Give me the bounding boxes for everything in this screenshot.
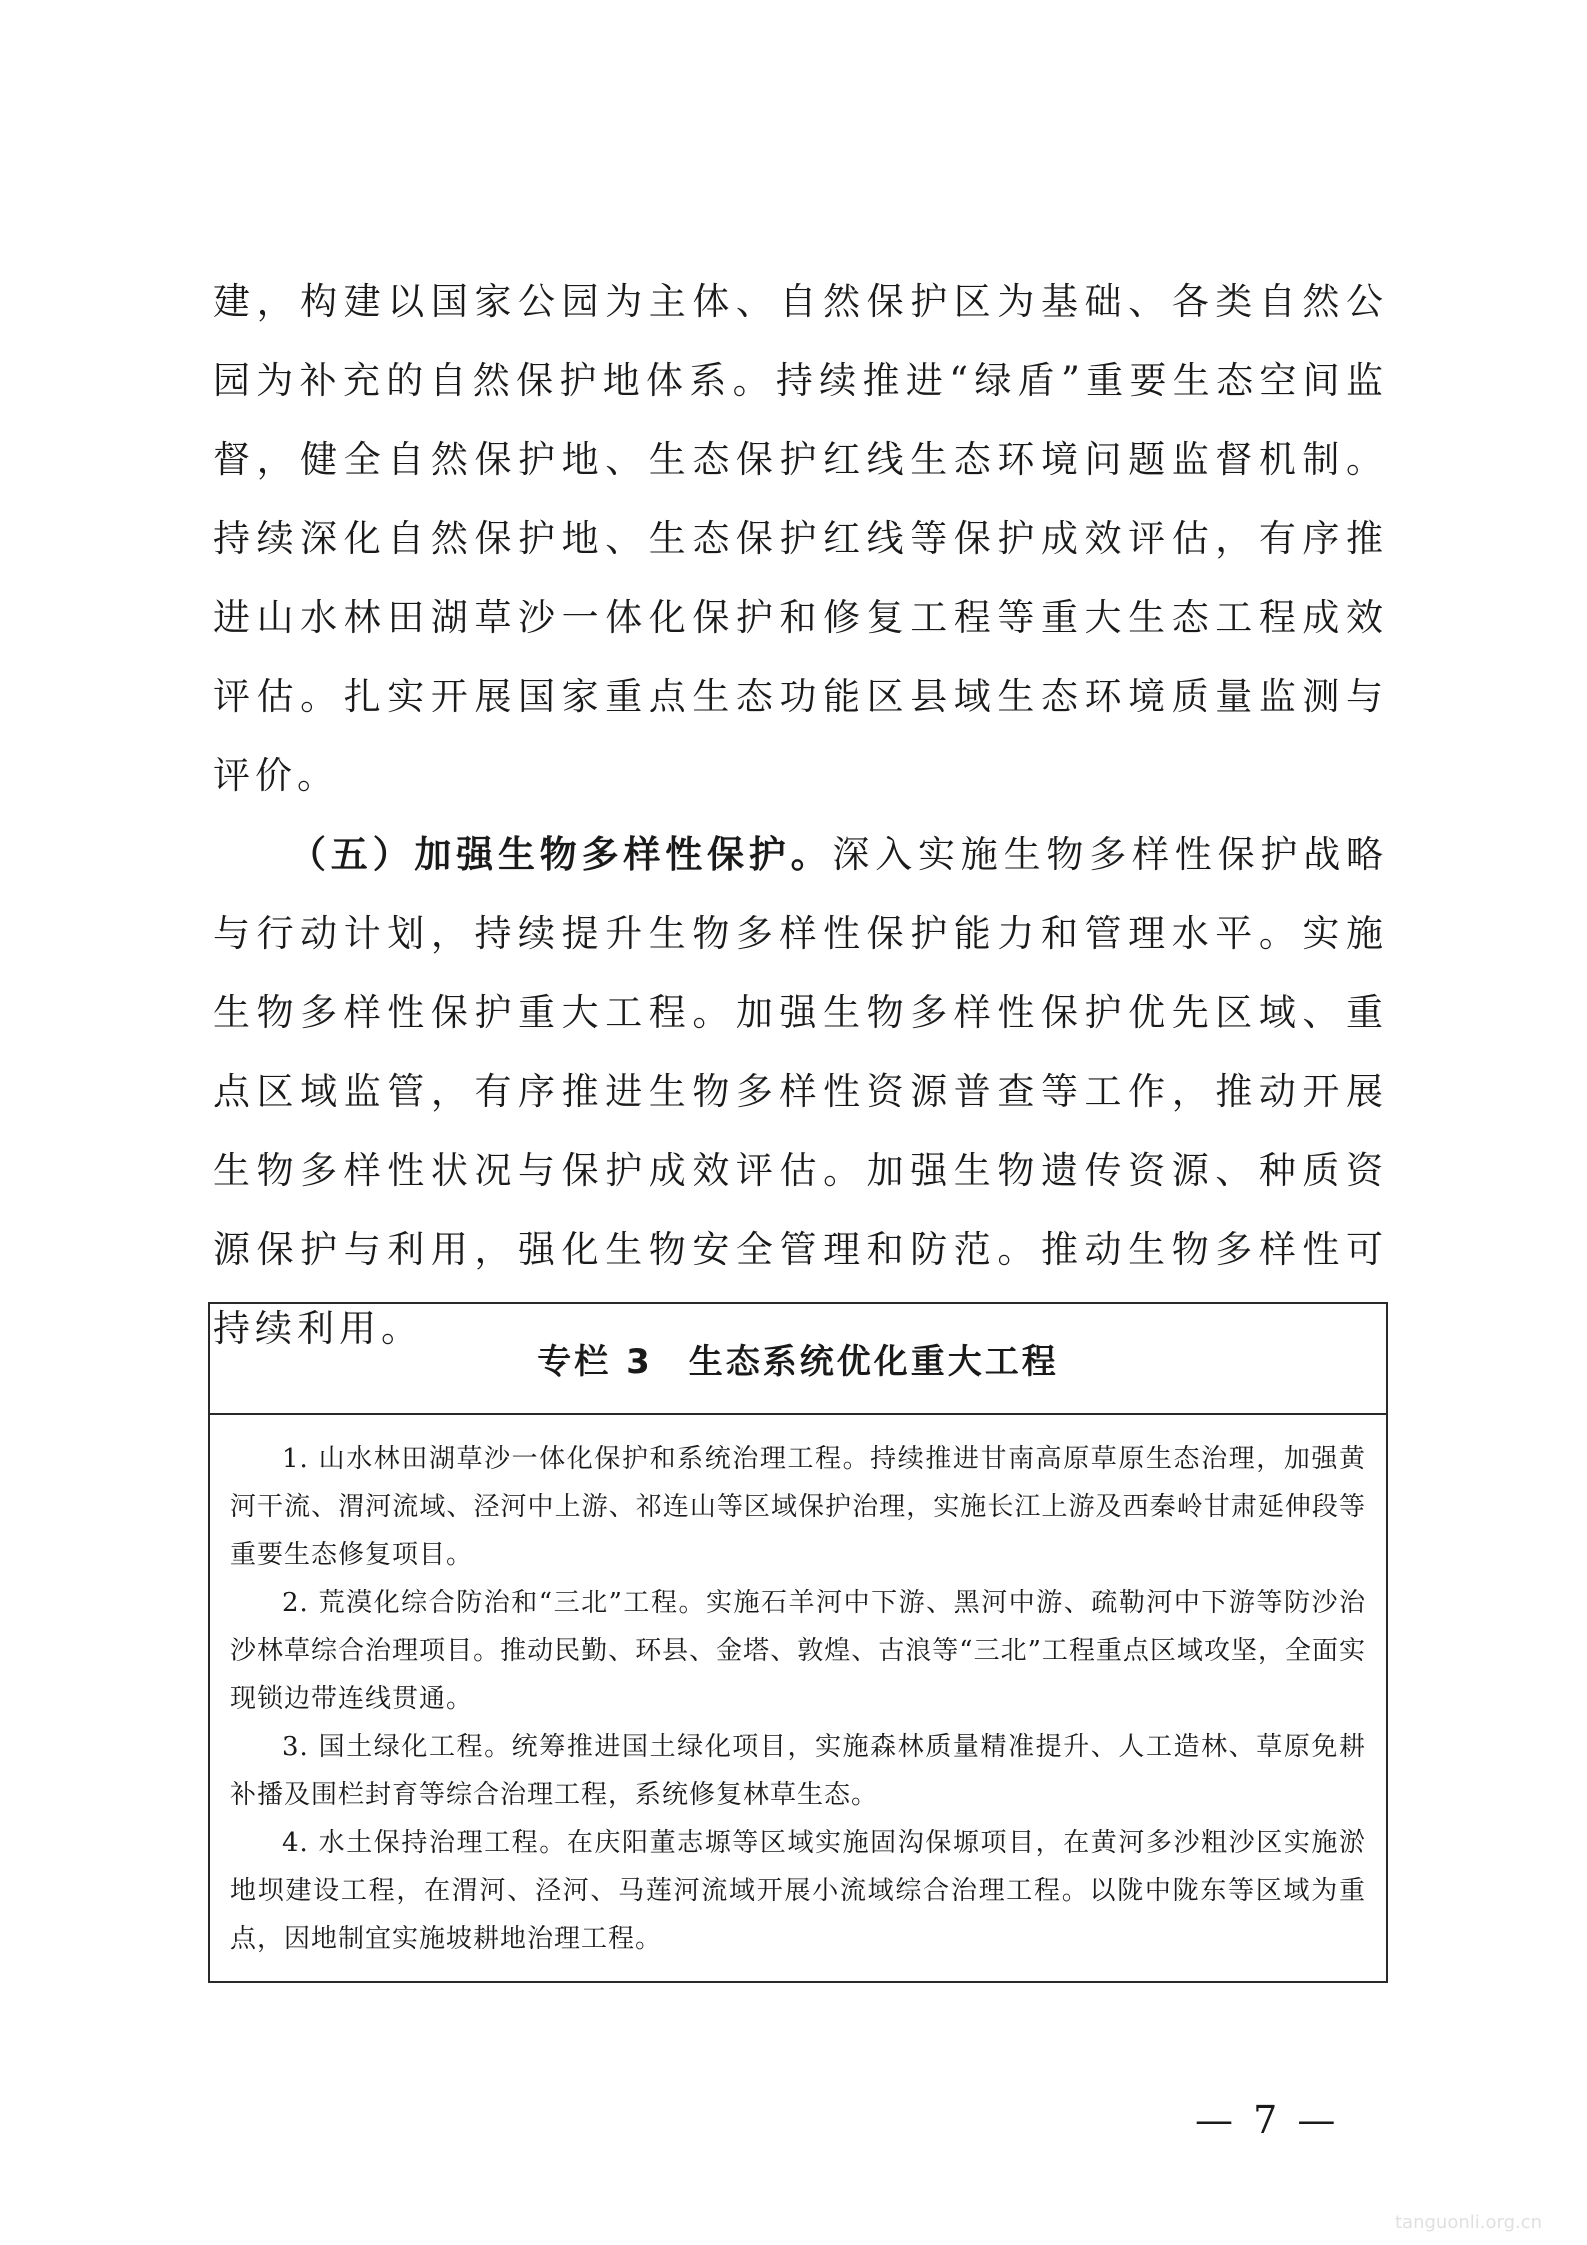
body-text: [213, 262, 1388, 1368]
paragraph-section-5: [213, 815, 1388, 1368]
watermark: tanguonli.org.cn: [1395, 2212, 1543, 2233]
column-box-title: [210, 1304, 1386, 1415]
box-item-3: 3. 国土绿化工程。统筹推进国土绿化项目，实施森林质量精准提升、人工造林、草原免耕补播及围栏封育等综合治理工程，系统修复林草生态。: [230, 1732, 1366, 1810]
column-box-number: 专栏 3: [537, 1342, 653, 1382]
page-number: — 7 —: [1195, 2098, 1340, 2142]
paragraph-continuation: 建，构建以国家公园为主体、自然保护区为基础、各类自然公园为补充的自然保护地体系。持续推进“绿盾”重要生态空间监督，健全自然保护地、生态保护红线生态环境问题监督机制。持续深化自然保护地、生态保护红线等保护成效评估，有序推进山水林田湖草沙一体化保护和修复工程等重大生态工程成效评估。扎实开展国家重点生态功能区县域生态环境质量监测与评价。: [213, 280, 1388, 797]
column-box-body: [210, 1415, 1386, 1963]
box-item-4: 4. 水土保持治理工程。在庆阳董志塬等区域实施固沟保塬项目，在黄河多沙粗沙区实施淤地坝建设工程，在渭河、泾河、马莲河流域开展小流域综合治理工程。以陇中陇东等区域为重点，因地制宜实施坡耕地治理工程。: [230, 1828, 1366, 1954]
column-box-title-text: 生态系统优化重大工程: [688, 1342, 1059, 1382]
box-item-1: 1. 山水林田湖草沙一体化保护和系统治理工程。持续推进甘南高原草原生态治理，加强黄河干流、渭河流域、泾河中上游、祁连山等区域保护治理，实施长江上游及西秦岭甘肃延伸段等重要生态修复项目。: [230, 1444, 1366, 1570]
section-heading: （五）加强生物多样性保护。: [289, 832, 833, 876]
box-item-2: 2. 荒漠化综合防治和“三北”工程。实施石羊河中下游、黑河中游、疏勒河中下游等防沙治沙林草综合治理项目。推动民勤、环县、金塔、敦煌、古浪等“三北”工程重点区域攻坚，全面实现锁边带连线贯通。: [230, 1588, 1366, 1714]
section-body: 深入实施生物多样性保护战略与行动计划，持续提升生物多样性保护能力和管理水平。实施生物多样性保护重大工程。加强生物多样性保护优先区域、重点区域监管，有序推进生物多样性资源普查等工作，推动开展生物多样性状况与保护成效评估。加强生物遗传资源、种质资源保护与利用，强化生物安全管理和防范。推动生物多样性可持续利用。: [213, 833, 1389, 1350]
column-box: [208, 1302, 1388, 1983]
